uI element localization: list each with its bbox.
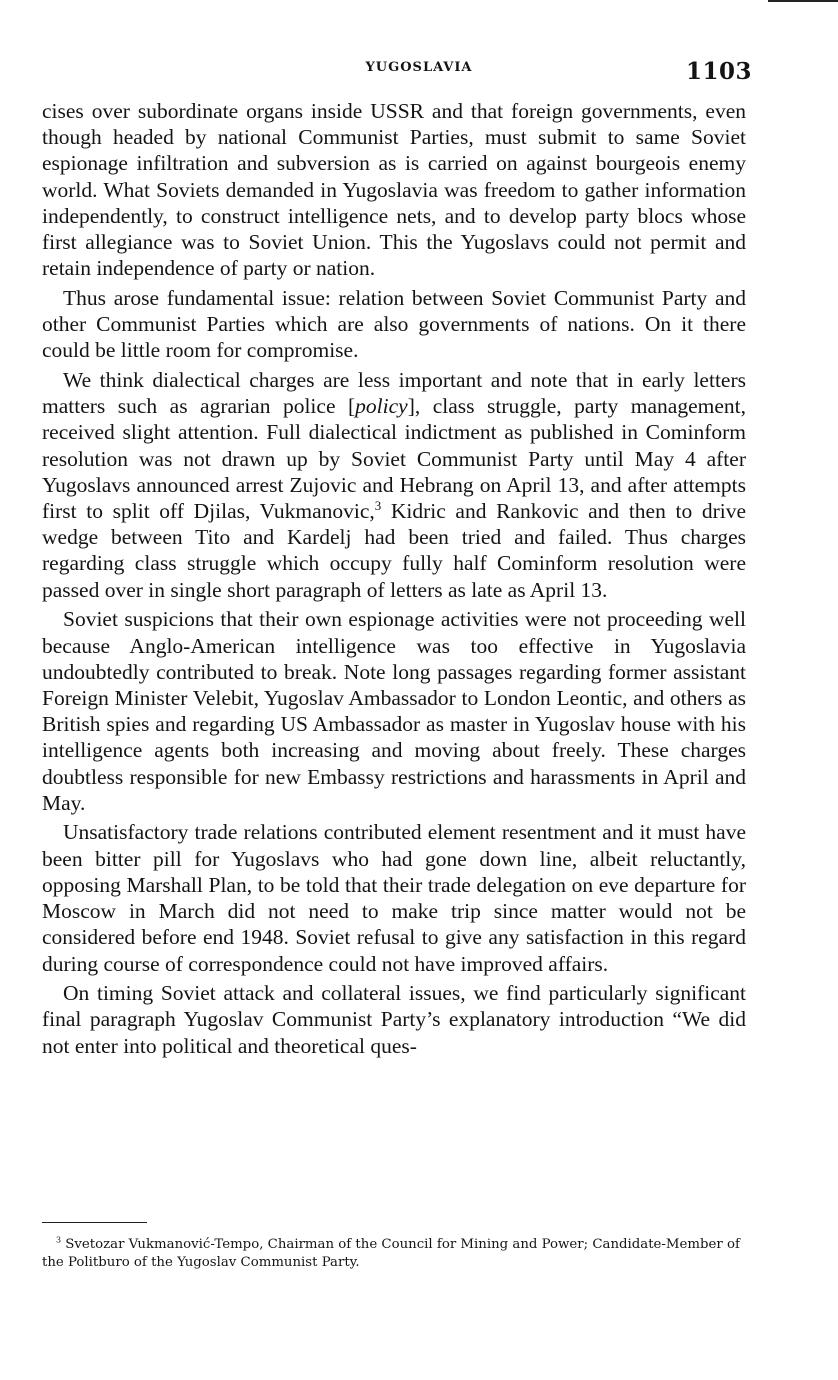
text-segment: ], class struggle, party management, received slight attention. Full dialectical indictment as published in Cominform resolution was not drawn up by Soviet Communist Party until May 4 after Yugoslavs announced arrest Zujovic and Hebrang on April 13, and after attempts first to split off Djilas, Vukmanovic, (42, 394, 746, 524)
running-head: YUGOSLAVIA (365, 60, 473, 75)
body-text (42, 98, 746, 1062)
top-edge-rule (768, 0, 838, 2)
body-paragraph (42, 367, 746, 603)
text-segment: Soviet suspicions that their own espionage activities were not proceeding well because Anglo-American intelligence was too effective in Yugoslavia undoubtedly contributed to break. Note long passages regarding former assistant Foreign Minister Velebit, Yugoslav Ambassador to London Leontic, and others as British spies and regarding US Ambassador as master in Yugoslav house with his intelligence agents both increasing and moving about freely. These charges doubtless responsible for new Embassy restrictions and harassments in April and May. (42, 607, 746, 815)
body-paragraph (42, 819, 746, 976)
footnote-marker: 3 (56, 1235, 62, 1245)
footnote-text: Svetozar Vukmanović-Tempo, Chairman of the Council for Mining and Power; Candidate-Member of the Politburo of the Yugoslav Communist Party. (42, 1237, 740, 1270)
text-segment: On timing Soviet attack and collateral issues, we find particularly significant final paragraph Yugoslav Communist Party’s explanatory introduction “We did not enter into political and theoretical ques- (42, 981, 746, 1058)
text-segment: Kidric and Rankovic and then to drive wedge between Tito and Kardelj had been tried and failed. Thus charges regarding class struggle which occupy fully half Cominform resolution were passed over in single short paragraph of letters as late as April 13. (42, 499, 747, 602)
editorial-insertion: policy (355, 394, 408, 419)
body-paragraph (42, 98, 746, 281)
page-number: 1103 (685, 58, 752, 85)
body-paragraph (42, 285, 746, 364)
text-segment: cises over subordinate organs inside USSR and that foreign governments, even though headed by national Communist Parties, must submit to same Soviet espionage infiltration and subversion as is carried on against bourgeois enemy world. What Soviets demanded in Yugoslavia was freedom to gather information independently, to construct intelligence nets, and to develop party blocs whose first allegiance was to Soviet Union. This the Yugoslavs could not permit and retain independence of party or nation. (42, 99, 746, 281)
text-segment: We think dialectical charges are less important and note that in early letters matters such as agrarian police [ (42, 368, 746, 419)
body-paragraph (42, 606, 746, 816)
footnote-reference: 3 (374, 498, 382, 513)
footnote-rule (42, 1222, 147, 1223)
body-paragraph (42, 980, 746, 1059)
text-segment: Unsatisfactory trade relations contributed element resentment and it must have been bitter pill for Yugoslavs who had gone down line, albeit reluctantly, opposing Marshall Plan, to be told that their trade delegation on eve departure for Moscow in March did not need to make trip since matter would not be considered before end 1948. Soviet refusal to give any satisfaction in this regard during course of correspondence could not have improved affairs. (42, 820, 746, 976)
footnote (42, 1236, 752, 1272)
footnote-paragraph (42, 1236, 752, 1272)
text-segment: Thus arose fundamental issue: relation between Soviet Communist Party and other Communist Parties which are also governments of nations. On it there could be little room for compromise. (42, 285, 746, 363)
